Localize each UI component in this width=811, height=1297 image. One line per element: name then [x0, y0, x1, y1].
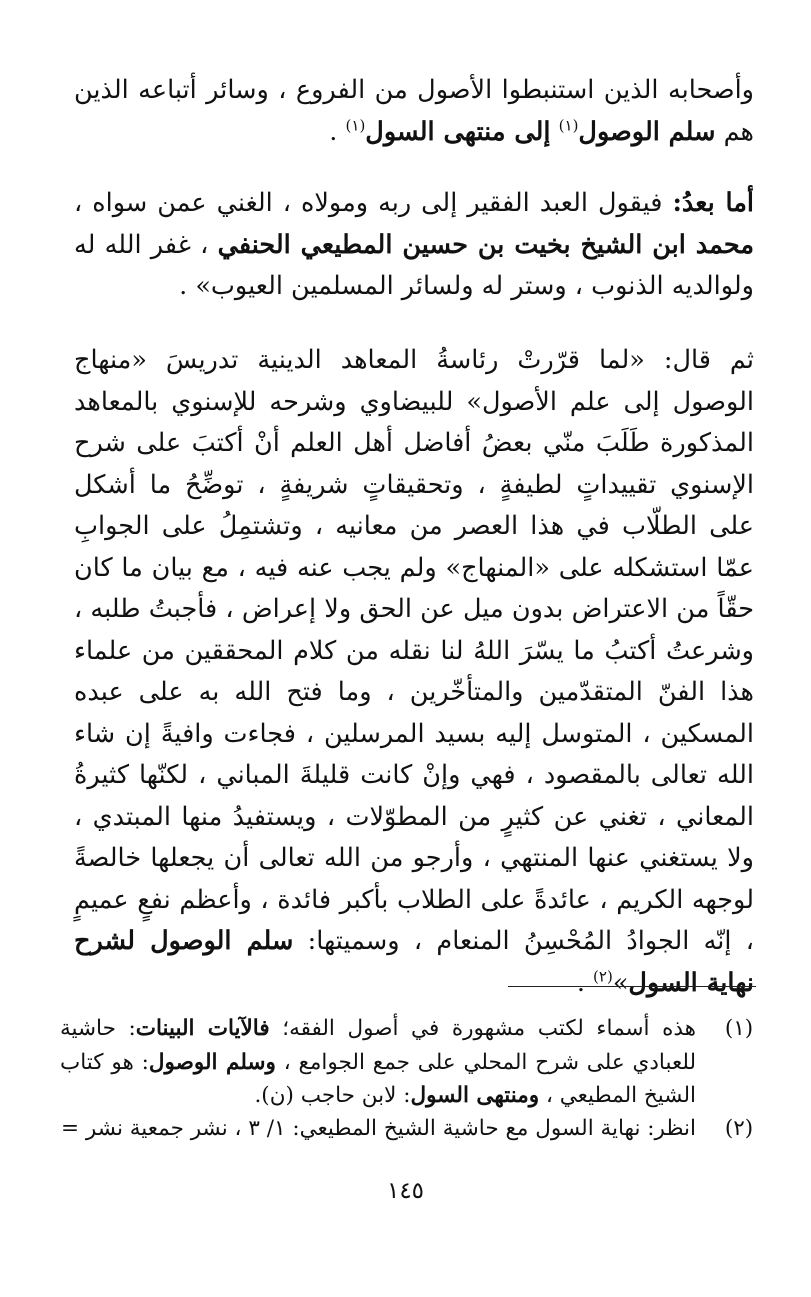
paragraph2-text-d: ، غفر الله له ولوالديه الذنوب ، وستر له ولسائر المسلمين العيوب» .	[74, 229, 754, 301]
footnote-1	[60, 1012, 760, 1113]
footnote-2	[60, 1112, 760, 1146]
paragraph1-text-e: .	[329, 116, 346, 147]
paragraph-opening-continuation	[74, 70, 754, 153]
footnote-ref-2: (٢)	[593, 967, 613, 985]
paragraph-thumma-qala	[74, 340, 754, 1004]
book-title-sullam-sharh: سلم الوصول لشرح نهاية السول	[74, 926, 754, 998]
page-number: ١٤٥	[386, 1178, 425, 1204]
footnote-2-number: (٢)	[724, 1116, 754, 1141]
title-sullam-al-wusul: سلم الوصول	[578, 116, 716, 147]
footnote-1-number: (١)	[724, 1016, 754, 1041]
paragraph2-text-b: فيقول العبد الفقير إلى ربه ومولاه ، الغني عمن سواه ،	[74, 188, 673, 218]
amma-badu-heading: أما بعدُ:	[672, 188, 754, 218]
footnote-1-text-c: : حاشية للعبادي على شرح المحلي على جمع الجوامع ،	[60, 1016, 696, 1075]
paragraph3-text-d: .	[576, 967, 594, 998]
footnote-1-text-a: هذه أسماء لكتب مشهورة في أصول الفقه؛	[269, 1016, 696, 1041]
footnote-1-text	[60, 1012, 696, 1113]
footnote-1-text-e: : هو كتاب الشيخ المطيعي ،	[60, 1049, 696, 1108]
paragraph-amma-badu	[74, 183, 754, 308]
footnote-1-bold-ayat: فالآيات البينات	[135, 1016, 270, 1041]
footnote-2-text: انظر: نهاية السول مع حاشية الشيخ المطيعي: ١/ ٣ ، نشر جمعية نشر =	[61, 1116, 696, 1141]
paragraph3-text-a: ثم قال: «لما قرّرتْ رئاسةُ المعاهد الدينية تدريسَ «منهاج الوصول إلى علم الأصول» للبيضاوي وشرحه للإسنوي بالمعاهد المذكورة طَلَبَ منّي بعضُ أفاضل أهل العلم أنْ أكتبَ على شرح الإسنوي تقييداتٍ لطيفةٍ ، وتحقيقاتٍ شريفةٍ ، توضِّحُ ما أشكل على الطلّاب في هذا العصر من معانيه ، وتشتمِلُ على الجوابِ عمّا استشكله على «المنهاج» ولم يجب عنه فيه ، مع بيان ما كان حقّاً من الاعتراض بدون ميل عن الحق ولا إعراض ، فأجبتُ طلبه ، وشرعتُ أكتبُ ما يسّرَ اللهُ لنا نقله من كلام المحققين من علماء هذا الفنّ المتقدّمين والمتأخّرين ، وما فتح الله به على عبده المسكين ، المتوسل إليه بسيد المرسلين ، فجاءت وافيةً إن شاء الله تعالى بالمقصود ، فهي وإنْ كانت قليلةَ المباني ، لكنّها كثيرةُ المعاني ، تغني عن كثيرٍ من المطوّلات ، ويستفيدُ منها المبتدي ، ولا يستغني عنها المنتهي ، وأرجو من الله تعالى أن يجعلها خالصةً لوجهه الكريم ، عائدةً على الطلاب بأكبر فائدة ، وأعظم نفعٍ عميمٍ ، إنّه الجوادُ المُحْسِنُ المنعام ، وسميتها:	[74, 345, 754, 956]
paragraph1-space	[551, 117, 559, 147]
footnote-ref-1b: (١)	[345, 116, 366, 134]
paragraph1-text-a: وأصحابه الذين استنبطوا الأصول من الفروع ، وسائر أتباعه الذين هم	[74, 75, 754, 147]
author-name: محمد ابن الشيخ بخيت بن حسين المطيعي الحنفي	[217, 229, 754, 260]
footnote-1-bold-sullam: وسلم الوصول	[148, 1049, 276, 1075]
footnote-separator	[508, 986, 756, 987]
closing-quote: »	[612, 967, 629, 998]
footnote-ref-1: (١)	[558, 116, 579, 134]
footnote-1-text-g: : لابن حاجب (ن).	[254, 1083, 411, 1108]
title-ila-muntaha-al-sul: إلى منتهى السول	[365, 116, 551, 147]
footnote-1-bold-muntaha: ومنتهى السول	[410, 1083, 540, 1108]
